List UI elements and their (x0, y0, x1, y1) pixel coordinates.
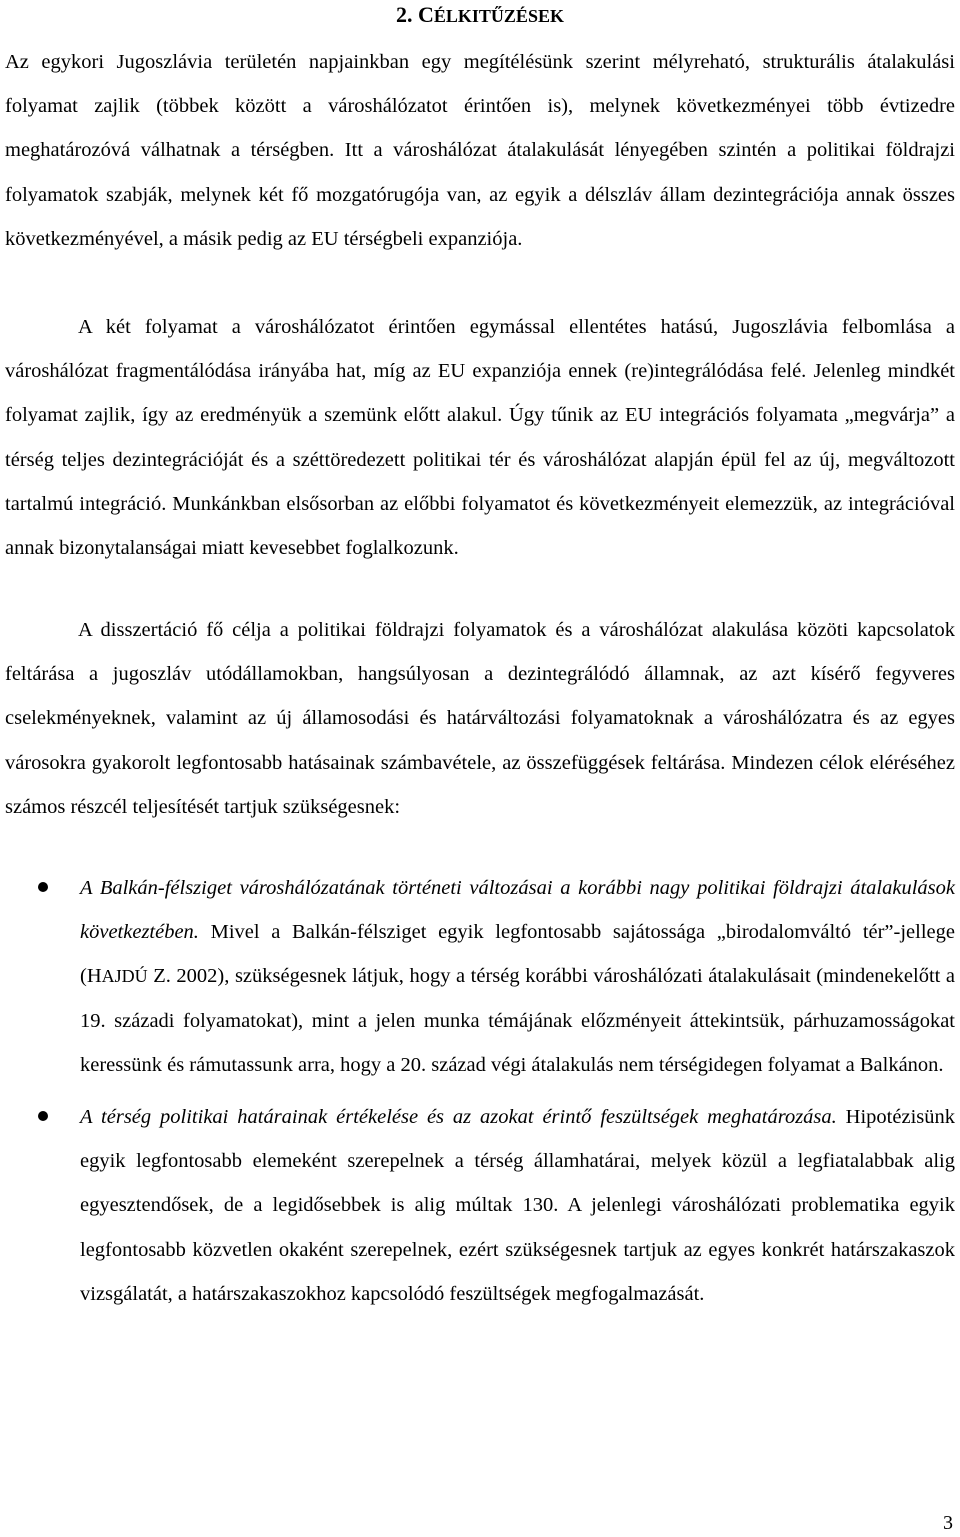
page-number: 3 (943, 1512, 953, 1534)
paragraph-intro: Az egykori Jugoszlávia területén napjainkban egy megítélésünk szerint mélyreható, strukturális átalakulási folyamat zajlik (többek között a városhálózatot érintően is), melynek következményei több évtizedre meghatározóvá válhatnak a térségben. Itt a városhálózat átalakulását lényegében szintén a politikai földrajzi folyamatok szabják, melynek két fő mozgatórugója van, az egyik a délszláv állam dezintegrációja annak összes következményével, a másik pedig az EU térségbeli expanziója. (5, 51, 955, 250)
objective-title: A Balkán-félsziget városhálózatának történeti változásai a korábbi nagy politikai földrajzi átalakulások következtében. (80, 877, 955, 944)
author-small-caps: AJDÚ (101, 966, 148, 987)
list-item (0, 866, 960, 1087)
objectives-list (0, 866, 960, 1316)
objective-text: Mivel a Balkán-félsziget egyik legfontosabb sajátossága „birodalomváltó tér”-jellege ( (80, 921, 955, 988)
heading-small-caps: ÉLKITŰZÉSEK (433, 6, 564, 26)
paragraph-processes: A két folyamat a városhálózatot érintően egymással ellentétes hatású, Jugoszlávia felbomlása a városhálózat fragmentálódása irányába hat, míg az EU expanziója ennek (re)integrálódása felé. Jelenleg mindkét folyamat zajlik, így az eredményük a szemünk előtt alakul. Úgy tűnik az EU integrációs folyamata „megvárja” a térség teljes dezintegrációját és a széttöredezett politikai tér és városhálózat alapján épül fel az új, megváltozott tartalmú integráció. Munkánkban elsősorban az előbbi folyamatot és következményeit elemezzük, az integrációval annak bizonytalanságai miatt kevesebbet foglalkozunk. (5, 316, 955, 560)
objective-text: Hipotézisünk egyik legfontosabb elemeként szerepelnek a térség államhatárai, melyek közül a legfiatalabbak alig egyesztendősek, de a legidősebbek is alig múltak 130. A jelenlegi városhálózati problematika egyik legfontosabb közvetlen okaként szerepelnek, ezért szükségesnek tartjuk az egyes konkrét határszakaszok vizsgálatát, a határszakaszokhoz kapcsolódó feszültségek megfogalmazását. (80, 1106, 955, 1305)
bullet-icon (38, 1111, 48, 1121)
bullet-icon (38, 882, 48, 892)
heading-number: 2. (396, 2, 419, 27)
author-initial: H (86, 965, 102, 988)
list-item (0, 1095, 960, 1316)
objective-title: A térség politikai határainak értékelése és az azokat érintő feszültségek meghatározása. (80, 1106, 837, 1129)
heading-first-letter: C (418, 2, 434, 27)
paragraph-goals: A disszertáció fő célja a politikai földrajzi folyamatok és a városhálózat alakulása közöti kapcsolatok feltárása a jugoszláv utódállamokban, hangsúlyosan a dezintegrálódó államnak, az azt kísérő fegyveres cselekményeknek, valamint az új államosodási és határváltozási folyamatoknak a városhálózatra és az egyes városokra gyakorolt legfontosabb hatásainak számbavétele, az összefüggések feltárása. Mindezen célok eléréséhez számos részcél teljesítését tartjuk szükségesnek: (5, 619, 955, 818)
section-heading (0, 0, 960, 31)
objective-text-cont: Z. 2002), szükségesnek látjuk, hogy a térség korábbi városhálózati átalakulásait (mindenekelőtt a 19. századi folyamatokat), mint a jelen munka témájának előzményeit áttekintsük, párhuzamosságokat keressünk és rámutassunk arra, hogy a 20. század végi átalakulás nem térségidegen folyamat a Balkánon. (80, 965, 955, 1076)
